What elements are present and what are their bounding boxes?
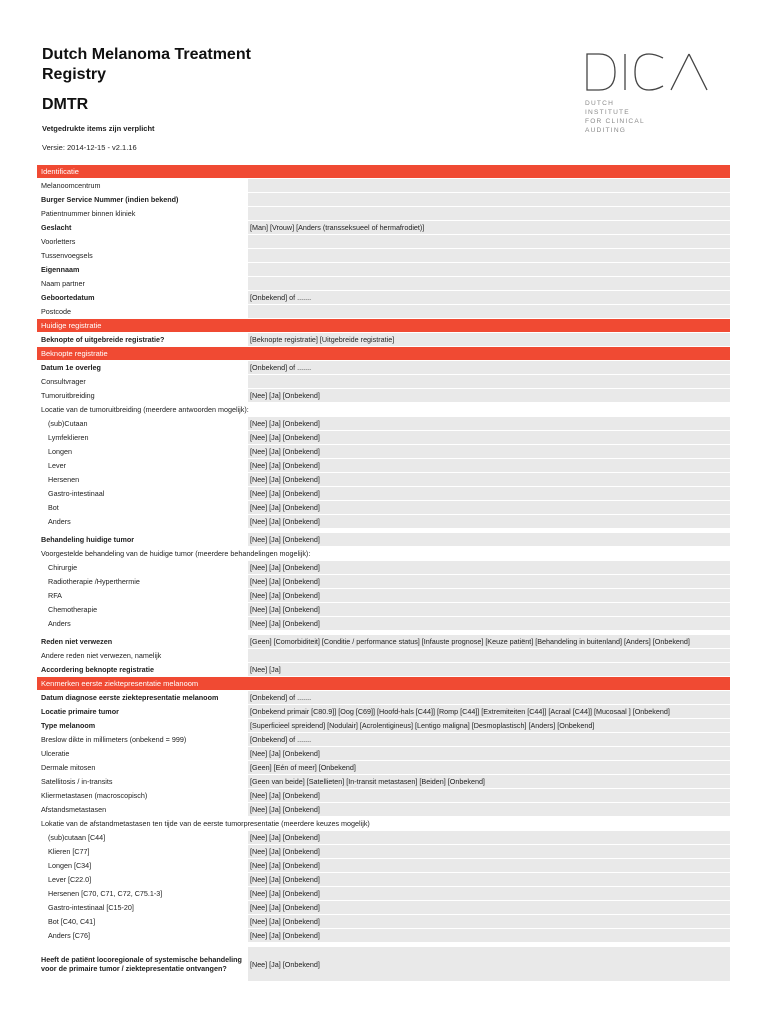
section-header-identificatie: Identificatie: [37, 165, 730, 178]
field-value[interactable]: [248, 305, 730, 318]
form-row-accordering-beknopte-registratie: [37, 663, 730, 677]
field-label: Lever: [48, 461, 66, 470]
field-value[interactable]: [Nee] [Ja] [Onbekend]: [248, 487, 730, 500]
field-value[interactable]: [Nee] [Ja] [Onbekend]: [248, 845, 730, 858]
field-label: Reden niet verwezen: [41, 637, 113, 646]
field-label: (sub)cutaan [C44]: [48, 833, 106, 842]
form-row-datum-diagnose-eerste-ziektepresentatie-: [37, 691, 730, 705]
form-row-patientnummer-binnen-kliniek: [37, 207, 730, 221]
form-row-hersenen-c70-c71-c72-c75-1-3: [37, 887, 730, 901]
form-row-geslacht: [37, 221, 730, 235]
field-label: Locatie primaire tumor: [41, 707, 119, 716]
registry-acronym: DMTR: [42, 96, 89, 113]
form-row-chirurgie: [37, 561, 730, 575]
field-label: Gastro-intestinaal: [48, 489, 105, 498]
field-value[interactable]: [Nee] [Ja] [Onbekend]: [248, 431, 730, 444]
field-label: Bot: [48, 503, 59, 512]
field-value[interactable]: [Nee] [Ja] [Onbekend]: [248, 789, 730, 802]
form-row-lever-c22-0: [37, 873, 730, 887]
field-label: Geslacht: [41, 223, 72, 232]
dica-logo: [585, 50, 710, 138]
form-row-burger-service-nummer-indien-bekend: [37, 193, 730, 207]
field-label: Patientnummer binnen kliniek: [41, 209, 136, 218]
form-row-longen: [37, 445, 730, 459]
form-row-lokatie-van-de-afstandmetastasen-ten-tij: [37, 817, 730, 831]
form-row-gastro-intestinaal-c15-20: [37, 901, 730, 915]
field-value[interactable]: [Nee] [Ja] [Onbekend]: [248, 533, 730, 546]
form-row-longen-c34: [37, 859, 730, 873]
field-label: Voorgestelde behandeling van de huidige tumor (meerdere behandelingen mogelijk):: [41, 549, 311, 558]
field-value[interactable]: [Onbekend primair [C80.9]] [Oog [C69]] [Hoofd-hals [C44]] [Romp [C44]] [Extremiteiten [C44]] [Acraal [C44]] [Mucosaal ] [Onbekend]: [248, 705, 730, 718]
field-value[interactable]: [Nee] [Ja] [Onbekend]: [248, 915, 730, 928]
logo-line-3: FOR CLINICAL: [585, 118, 645, 125]
field-value[interactable]: [Nee] [Ja] [Onbekend]: [248, 561, 730, 574]
dica-wordmark-icon: [585, 50, 710, 94]
field-value[interactable]: [Nee] [Ja] [Onbekend]: [248, 589, 730, 602]
field-label: Datum diagnose eerste ziektepresentatie melanoom: [41, 693, 219, 702]
field-value[interactable]: [Nee] [Ja] [Onbekend]: [248, 603, 730, 616]
field-label: Anders: [48, 517, 71, 526]
section-header-kenmerken-eerste-ziektepresentatie-melan: Kenmerken eerste ziektepresentatie melanoom: [37, 677, 730, 690]
field-label: Behandeling huidige tumor: [41, 535, 135, 544]
field-value[interactable]: [248, 249, 730, 262]
form-row-behandeling-huidige-tumor: [37, 533, 730, 547]
form-row-andere-reden-niet-verwezen-namelijk: [37, 649, 730, 663]
field-value[interactable]: [Nee] [Ja] [Onbekend]: [248, 445, 730, 458]
form-row-afstandsmetastasen: [37, 803, 730, 817]
field-label: Anders [C76]: [48, 931, 90, 940]
form-row-breslow-dikte-in-millimeters-onbekend-99: [37, 733, 730, 747]
field-value[interactable]: [Geen] [Comorbiditeit] [Conditie / performance status] [Infauste prognose] [Keuze patiënt] [Behandeling in buitenland] [Anders] [Onbekend]: [248, 635, 730, 648]
form-row-gastro-intestinaal: [37, 487, 730, 501]
field-value[interactable]: [248, 235, 730, 248]
field-value[interactable]: [Onbekend] of .......: [248, 733, 730, 746]
field-label: Datum 1e overleg: [41, 363, 101, 372]
field-label: Postcode: [41, 307, 71, 316]
field-value[interactable]: [Nee] [Ja] [Onbekend]: [248, 417, 730, 430]
field-value[interactable]: [Nee] [Ja] [Onbekend]: [248, 831, 730, 844]
field-value[interactable]: [248, 207, 730, 220]
field-value[interactable]: [Nee] [Ja] [Onbekend]: [248, 575, 730, 588]
field-label: Accordering beknopte registratie: [41, 665, 155, 674]
field-value[interactable]: [Nee] [Ja] [Onbekend]: [248, 617, 730, 630]
field-label: Locatie van de tumoruitbreiding (meerdere antwoorden mogelijk):: [41, 405, 249, 414]
form-row-hersenen: [37, 473, 730, 487]
form-row-satellitosis-in-transits: [37, 775, 730, 789]
field-label: Klieren [C77]: [48, 847, 90, 856]
field-label: Dermale mitosen: [41, 763, 96, 772]
field-label: Satellitosis / in-transits: [41, 777, 113, 786]
form-row-consultvrager: [37, 375, 730, 389]
field-label: (sub)Cutaan: [48, 419, 88, 428]
field-label: Ulceratie: [41, 749, 70, 758]
form-row-locatie-primaire-tumor: [37, 705, 730, 719]
form-row-kliermetastasen-macroscopisch: [37, 789, 730, 803]
field-label: Burger Service Nummer (indien bekend): [41, 195, 179, 204]
required-note: Vetgedrukte items zijn verplicht: [42, 124, 155, 133]
field-value[interactable]: [Nee] [Ja] [Onbekend]: [248, 501, 730, 514]
form-row-type-melanoom: [37, 719, 730, 733]
form-row-dermale-mitosen: [37, 761, 730, 775]
form-row-bot-c40-c41: [37, 915, 730, 929]
field-value[interactable]: [248, 179, 730, 192]
field-value[interactable]: [Nee] [Ja] [Onbekend]: [248, 887, 730, 900]
form-row-datum-1e-overleg: [37, 361, 730, 375]
field-label: Radiotherapie /Hyperthermie: [48, 577, 140, 586]
form-row-postcode: [37, 305, 730, 319]
field-value[interactable]: [Nee] [Ja] [Onbekend]: [248, 901, 730, 914]
field-value[interactable]: [Geen van beide] [Satellieten] [In-transit metastasen] [Beiden] [Onbekend]: [248, 775, 730, 788]
form-row-klieren-c77: [37, 845, 730, 859]
form-row-geboortedatum: [37, 291, 730, 305]
form-row-locatie-van-de-tumoruitbreiding-meerdere: [37, 403, 730, 417]
field-value[interactable]: [Nee] [Ja] [Onbekend]: [248, 859, 730, 872]
field-label: Longen [C34]: [48, 861, 92, 870]
form-row-chemotherapie: [37, 603, 730, 617]
field-label: Gastro-intestinaal [C15-20]: [48, 903, 134, 912]
field-value[interactable]: [Geen] [Eén of meer] [Onbekend]: [248, 761, 730, 774]
field-value[interactable]: [Man] [Vrouw] [Anders (transseksueel of hermafrodiet)]: [248, 221, 730, 234]
field-label: Geboortedatum: [41, 293, 95, 302]
field-value[interactable]: [Nee] [Ja] [Onbekend]: [248, 389, 730, 402]
field-value[interactable]: [Onbekend] of .......: [248, 361, 730, 374]
document-title: Dutch Melanoma Treatment Registry: [42, 46, 251, 83]
field-label: Hersenen: [48, 475, 80, 484]
field-value[interactable]: [248, 263, 730, 276]
field-label: Consultvrager: [41, 377, 86, 386]
form-row-rfa: [37, 589, 730, 603]
field-label: Beknopte of uitgebreide registratie?: [41, 335, 165, 344]
form-row-sub-cutaan-c44: [37, 831, 730, 845]
field-value[interactable]: [Nee] [Ja] [Onbekend]: [248, 929, 730, 942]
form-row-anders-c76: [37, 929, 730, 943]
field-label: Voorletters: [41, 237, 76, 246]
field-value[interactable]: [Nee] [Ja] [Onbekend]: [248, 873, 730, 886]
field-label: Heeft de patiënt locoregionale of systemische behandeling voor de primaire tumor / ziektepresentatie ontvangen?: [41, 955, 242, 973]
field-value[interactable]: [248, 277, 730, 290]
field-label: Lever [C22.0]: [48, 875, 92, 884]
field-label: Longen: [48, 447, 72, 456]
field-value[interactable]: [Beknopte registratie] [Uitgebreide registratie]: [248, 333, 730, 346]
form-row-melanoomcentrum: [37, 179, 730, 193]
form-row-lever: [37, 459, 730, 473]
field-label: Bot [C40, C41]: [48, 917, 96, 926]
registry-form: [37, 165, 730, 982]
form-row-tumoruitbreiding: [37, 389, 730, 403]
form-row-anders: [37, 617, 730, 631]
field-label: Tumoruitbreiding: [41, 391, 95, 400]
logo-line-4: AUDITING: [585, 127, 627, 134]
field-value[interactable]: [Nee] [Ja] [Onbekend]: [248, 515, 730, 528]
field-label: Tussenvoegsels: [41, 251, 93, 260]
field-label: Naam partner: [41, 279, 85, 288]
field-label: Melanoomcentrum: [41, 181, 101, 190]
form-row-reden-niet-verwezen: [37, 635, 730, 649]
field-value[interactable]: [Superficieel spreidend] [Nodulair] [Acrolentigineus] [Lentigo maligna] [Desmoplastisch] [Anders] [Onbekend]: [248, 719, 730, 732]
field-value[interactable]: [Nee] [Ja] [Onbekend]: [248, 947, 730, 981]
field-value[interactable]: [Nee] [Ja] [Onbekend]: [248, 747, 730, 760]
field-label: Anders: [48, 619, 71, 628]
form-row-voorgestelde-behandeling-van-de-huidige-: [37, 547, 730, 561]
form-row-heeft-de-pati-nt-locoregionale-of-system: [37, 947, 730, 982]
section-header-huidige-registratie: Huidige registratie: [37, 319, 730, 332]
field-value[interactable]: [248, 375, 730, 388]
logo-line-2: INSTITUTE: [585, 109, 630, 116]
form-row-tussenvoegsels: [37, 249, 730, 263]
field-label: RFA: [48, 591, 62, 600]
form-row-anders: [37, 515, 730, 529]
field-label: Kliermetastasen (macroscopisch): [41, 791, 148, 800]
form-row-sub-cutaan: [37, 417, 730, 431]
form-row-radiotherapie-hyperthermie: [37, 575, 730, 589]
form-row-beknopte-of-uitgebreide-registratie: [37, 333, 730, 347]
field-label: Afstandsmetastasen: [41, 805, 107, 814]
field-label: Hersenen [C70, C71, C72, C75.1-3]: [48, 889, 163, 898]
field-value[interactable]: [248, 649, 730, 662]
field-value[interactable]: [Nee] [Ja] [Onbekend]: [248, 803, 730, 816]
form-row-naam-partner: [37, 277, 730, 291]
field-value[interactable]: [Nee] [Ja]: [248, 663, 730, 676]
form-row-bot: [37, 501, 730, 515]
field-value[interactable]: [Onbekend] of .......: [248, 291, 730, 304]
field-label: Andere reden niet verwezen, namelijk: [41, 651, 162, 660]
logo-line-1: DUTCH: [585, 100, 615, 107]
field-label: Lokatie van de afstandmetastasen ten tijde van de eerste tumorpresentatie (meerdere keuzes mogelijk): [41, 819, 370, 828]
form-row-eigennaam: [37, 263, 730, 277]
field-label: Chirurgie: [48, 563, 78, 572]
form-row-ulceratie: [37, 747, 730, 761]
field-value[interactable]: [Nee] [Ja] [Onbekend]: [248, 473, 730, 486]
section-header-beknopte-registratie: Beknopte registratie: [37, 347, 730, 360]
form-row-lymfeklieren: [37, 431, 730, 445]
field-label: Type melanoom: [41, 721, 96, 730]
form-row-voorletters: [37, 235, 730, 249]
field-label: Lymfeklieren: [48, 433, 89, 442]
field-label: Breslow dikte in millimeters (onbekend = 999): [41, 735, 187, 744]
field-value[interactable]: [Nee] [Ja] [Onbekend]: [248, 459, 730, 472]
field-value[interactable]: [Onbekend] of .......: [248, 691, 730, 704]
field-label: Eigennaam: [41, 265, 80, 274]
field-label: Chemotherapie: [48, 605, 98, 614]
version-label: Versie: 2014-12-15 - v2.1.16: [42, 143, 137, 152]
field-value[interactable]: [248, 193, 730, 206]
